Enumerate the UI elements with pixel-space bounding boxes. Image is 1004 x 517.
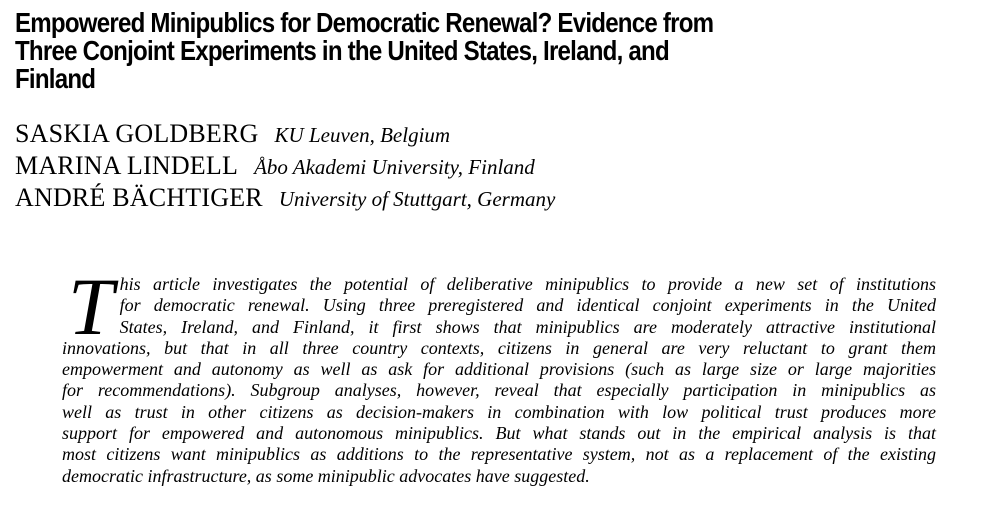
abstract-dropcap: T bbox=[68, 261, 114, 352]
author-name: SASKIA GOLDBERG bbox=[15, 119, 259, 148]
title-line: Three Conjoint Experiments in the United States, Ireland, and bbox=[15, 35, 669, 66]
author-entry bbox=[15, 118, 985, 150]
author-affiliation: KU Leuven, Belgium bbox=[274, 123, 451, 147]
author-list bbox=[15, 118, 985, 214]
author-affiliation: Åbo Akademi University, Finland bbox=[254, 155, 535, 179]
abstract-line: empowerment and autonomy as well as ask for additional provisions (such as large size or large majorities bbox=[62, 359, 936, 380]
abstract-line: innovations, but that in all three country contexts, citizens in general are very reluctant to grant them bbox=[62, 337, 936, 358]
title-line: Finland bbox=[15, 63, 96, 94]
abstract-line: well as trust in other citizens as decision-makers in combination with low political trust produces more bbox=[62, 401, 936, 422]
abstract-line: most citizens want minipublics as additions to the representative system, not as a replacement of the existing bbox=[62, 444, 936, 465]
abstract-line: democratic infrastructure, as some minipublic advocates have suggested. bbox=[62, 465, 590, 486]
abstract-line: for recommendations). Subgroup analyses, however, reveal that especially participation in minipublics as bbox=[62, 380, 936, 401]
author-entry bbox=[15, 150, 985, 182]
title-line: Empowered Minipublics for Democratic Renewal? Evidence from bbox=[15, 7, 714, 38]
abstract-line: support for empowered and autonomous minipublics. But what stands out in the empirical analysis is that bbox=[62, 423, 936, 444]
abstract-line: his article investigates the potential of deliberative minipublics to provide a new set of institutions bbox=[119, 274, 936, 294]
abstract-line: for democratic renewal. Using three preregistered and identical conjoint experiments in the United bbox=[119, 295, 936, 316]
abstract-line: States, Ireland, and Finland, it first shows that minipublics are moderately attractive institutional bbox=[119, 316, 936, 337]
abstract bbox=[62, 261, 936, 487]
author-entry bbox=[15, 182, 985, 214]
author-affiliation: University of Stuttgart, Germany bbox=[278, 187, 556, 211]
author-name: MARINA LINDELL bbox=[15, 151, 239, 180]
author-name: ANDRÉ BÄCHTIGER bbox=[15, 183, 263, 212]
paper-title bbox=[15, 9, 978, 93]
